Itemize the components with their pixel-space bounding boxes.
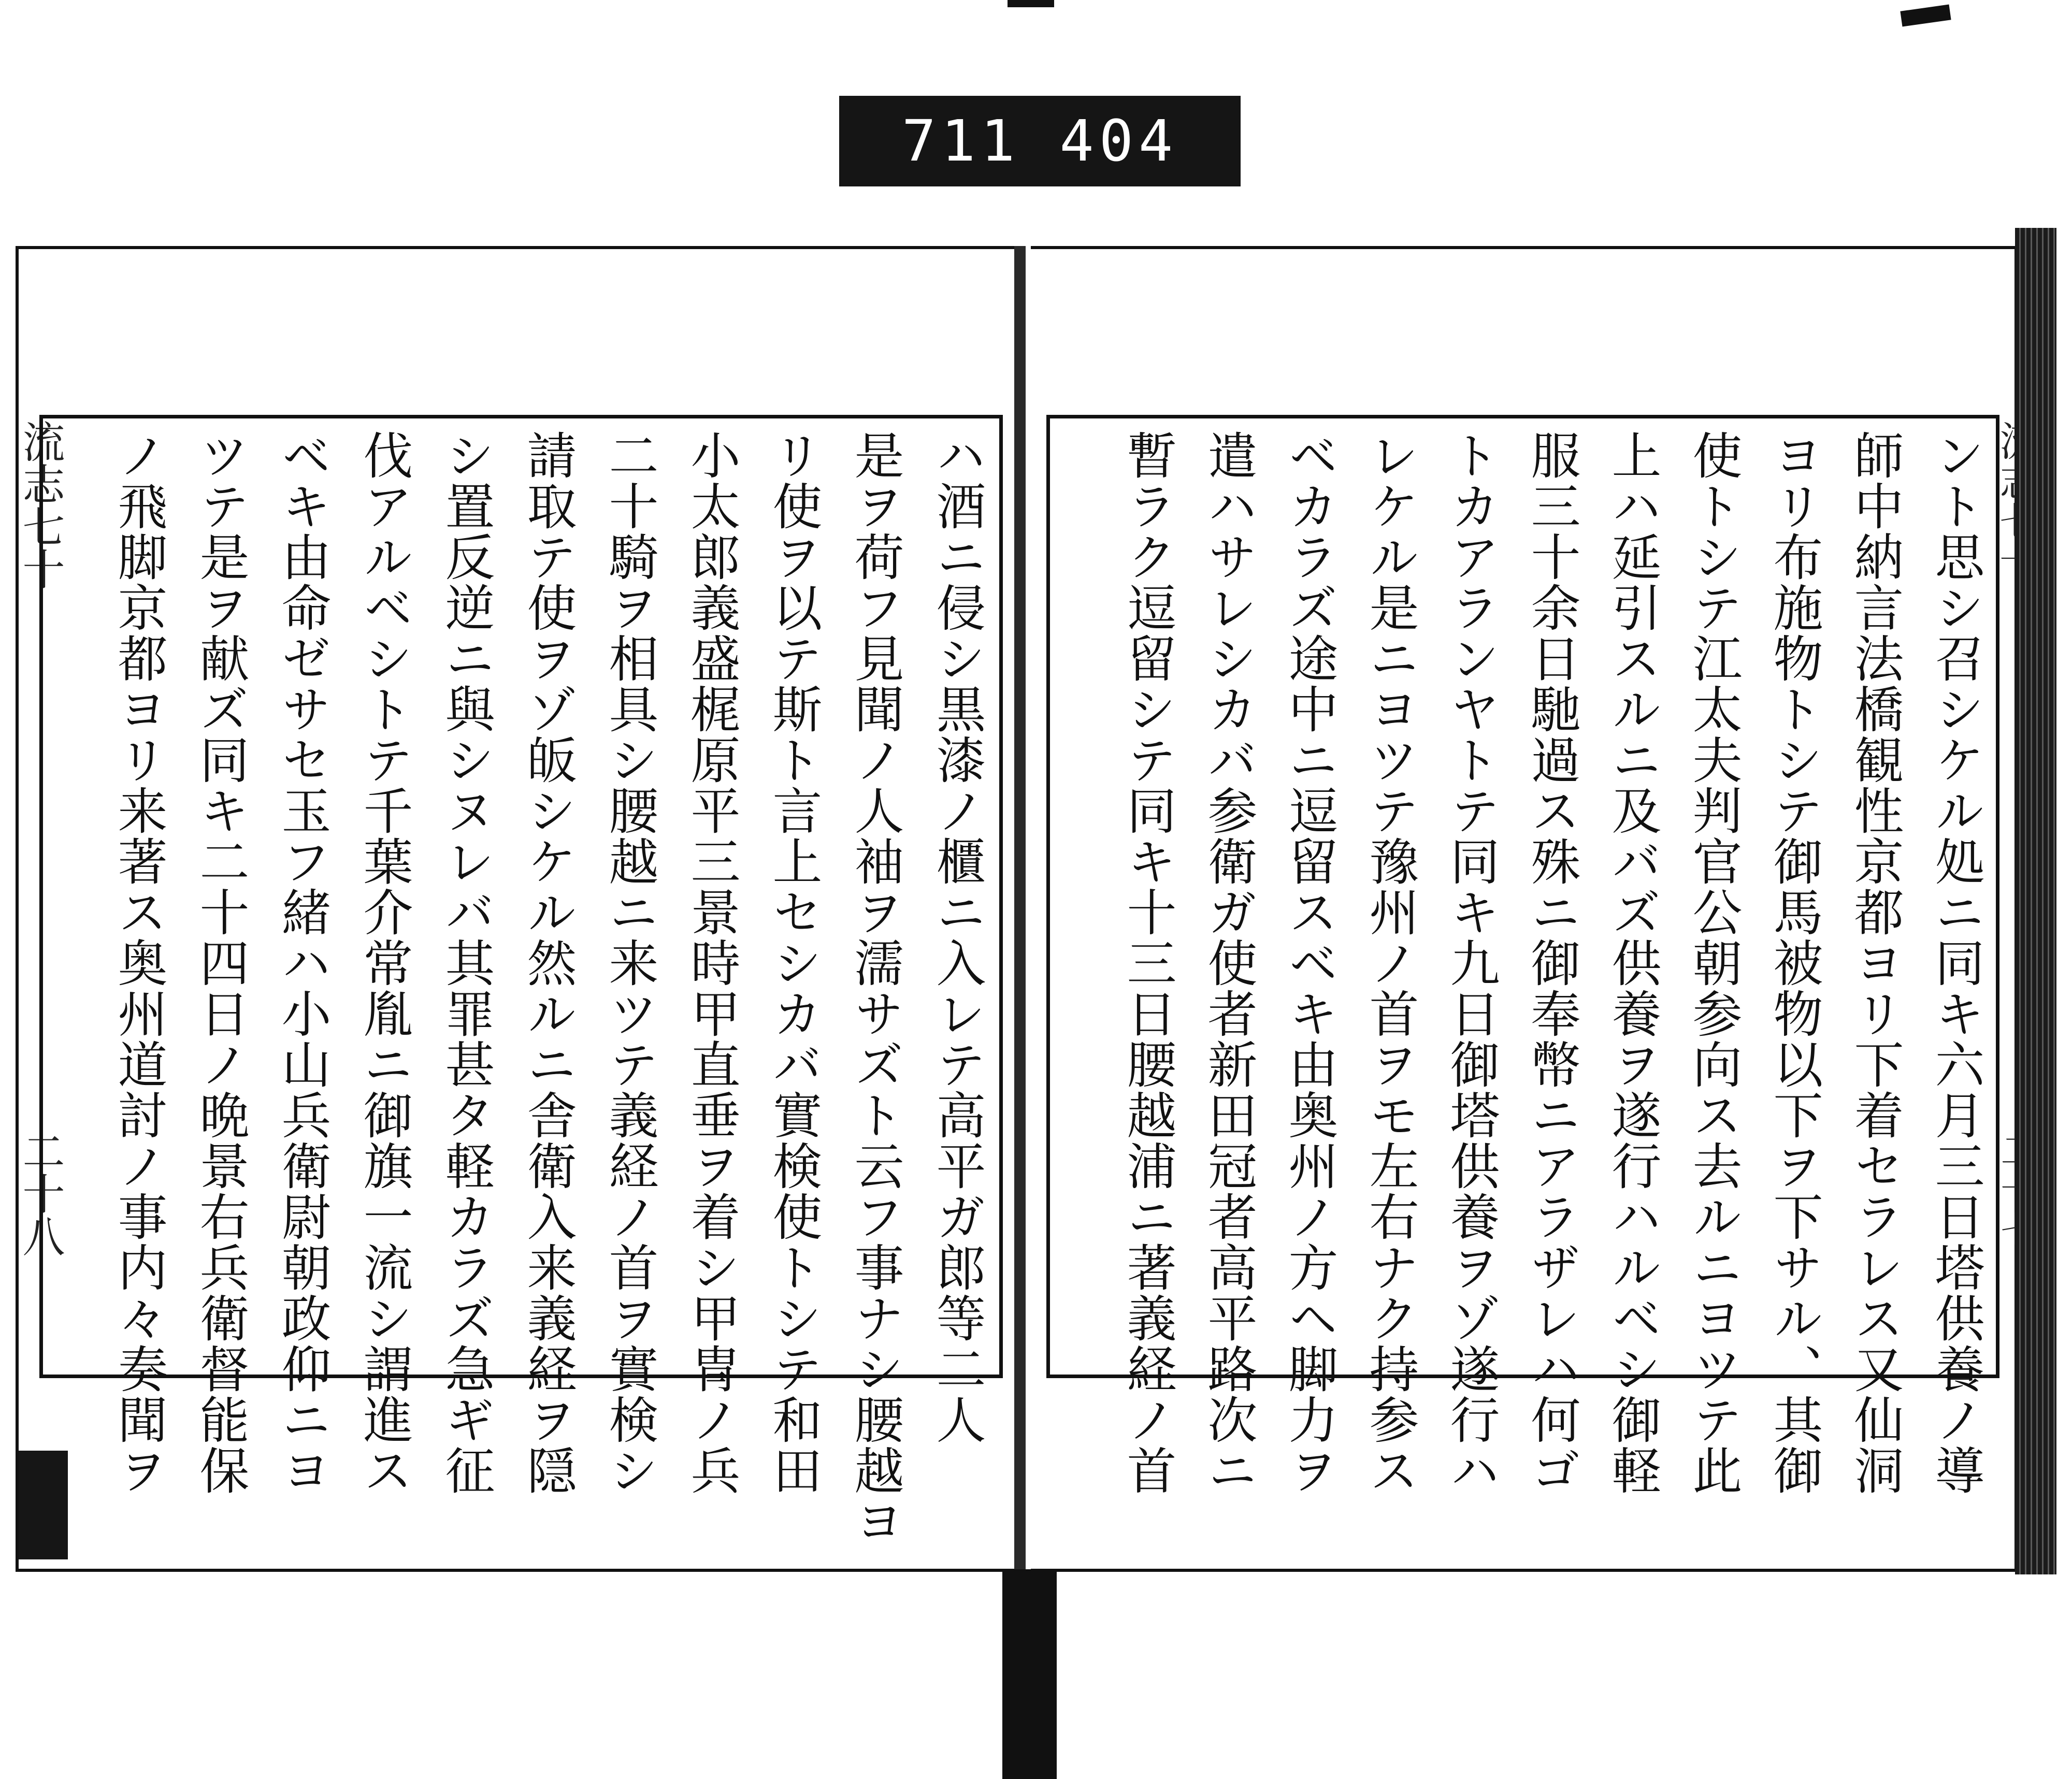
right-column-3: ヨリ布施物トシテ御馬被物以下ヲ下サル、其御 [1765, 430, 1823, 1496]
bottom-binding-block [1002, 1569, 1057, 1779]
left-column-5: 二十騎ヲ相具シ腰越ニ来ツテ義経ノ首ヲ實検シ [601, 430, 659, 1496]
right-column-4: 使トシテ江太夫判官公朝参向ス去ルニヨツテ此 [1685, 430, 1743, 1496]
right-column-1: ント思シ召シケル処ニ同キ六月三日塔供養ノ導 [1927, 430, 1985, 1496]
left-column-3: リ使ヲ以テ斯ト言上セシカバ實検使トシテ和田 [765, 430, 823, 1496]
right-column-6: 服三十余日馳過ス殊ニ御奉幣ニアラザレハ何ゴ [1523, 430, 1581, 1496]
right-column-2: 師中納言法橋観性京都ヨリ下着セラレス又仙洞 [1846, 430, 1904, 1496]
left-column-10: ツテ是ヲ献ズ同キ二十四日ノ晩景右兵衛督能保 [192, 430, 250, 1496]
book-gutter [1014, 246, 1026, 1572]
right-column-7: トカアランヤトテ同キ九日御塔供養ヲゾ遂行ハ [1442, 430, 1500, 1496]
right-column-10: 遣ハサレシカバ参衛ガ使者新田冠者高平路次ニ [1200, 430, 1258, 1496]
left-column-11: ノ飛脚京都ヨリ来著ス奥州道討ノ事内々奏聞ヲ [110, 430, 168, 1496]
right-column-9: ベカラズ途中ニ逗留スベキ由奥州ノ方ヘ脚力ヲ [1280, 430, 1339, 1496]
left-page [16, 246, 1020, 1572]
left-leaf-number: 二十八 [16, 1130, 65, 1257]
left-column-4: 小太郎義盛梶原平三景時甲直垂ヲ着シ甲冑ノ兵 [683, 430, 741, 1496]
left-column-6: 請取テ使ヲゾ皈シケル然ルニ舎衛入来義経ヲ隠 [519, 430, 577, 1496]
left-page-edge-shadow [19, 1451, 68, 1559]
catalog-label-part2: 404 [1059, 108, 1178, 174]
open-book [16, 228, 2056, 1569]
right-page [1031, 246, 2018, 1572]
right-column-11: 暫ラク逗留シテ同キ十三日腰越浦ニ著義経ノ首 [1119, 430, 1177, 1496]
left-running-head: 流志七十 [16, 420, 65, 590]
catalog-label [839, 96, 1241, 186]
left-column-1: ハ酒ニ侵シ黒漆ノ櫃ニ入レテ高平ガ郎等二人 [928, 430, 986, 1445]
top-scan-mark [1008, 0, 1054, 7]
right-page-stack-edge [2015, 228, 2056, 1574]
left-column-2: 是ヲ荷フ見聞ノ人袖ヲ濡サズト云フ事ナシ腰越ヨ [846, 430, 904, 1546]
left-text-frame [39, 415, 1003, 1546]
left-column-8: 伐アルベシトテ千葉介常胤ニ御旗一流シ謂進ス [355, 430, 413, 1496]
right-column-5: 上ハ延引スルニ及バズ供養ヲ遂行ハルベシ御軽 [1604, 430, 1662, 1496]
left-column-9: ベキ由命ゼサセ玉フ緒ハ小山兵衛尉朝政仰ニヨ [274, 430, 332, 1496]
right-text-frame [1046, 415, 1999, 1496]
top-right-scan-mark [1900, 5, 1951, 27]
catalog-label-part1: 711 [901, 108, 1020, 174]
right-column-8: レケル是ニヨツテ豫州ノ首ヲモ左右ナク持参ス [1361, 430, 1419, 1496]
left-column-7: シ置反逆ニ與シヌレバ其罪甚タ軽カラズ急ギ征 [437, 430, 495, 1496]
